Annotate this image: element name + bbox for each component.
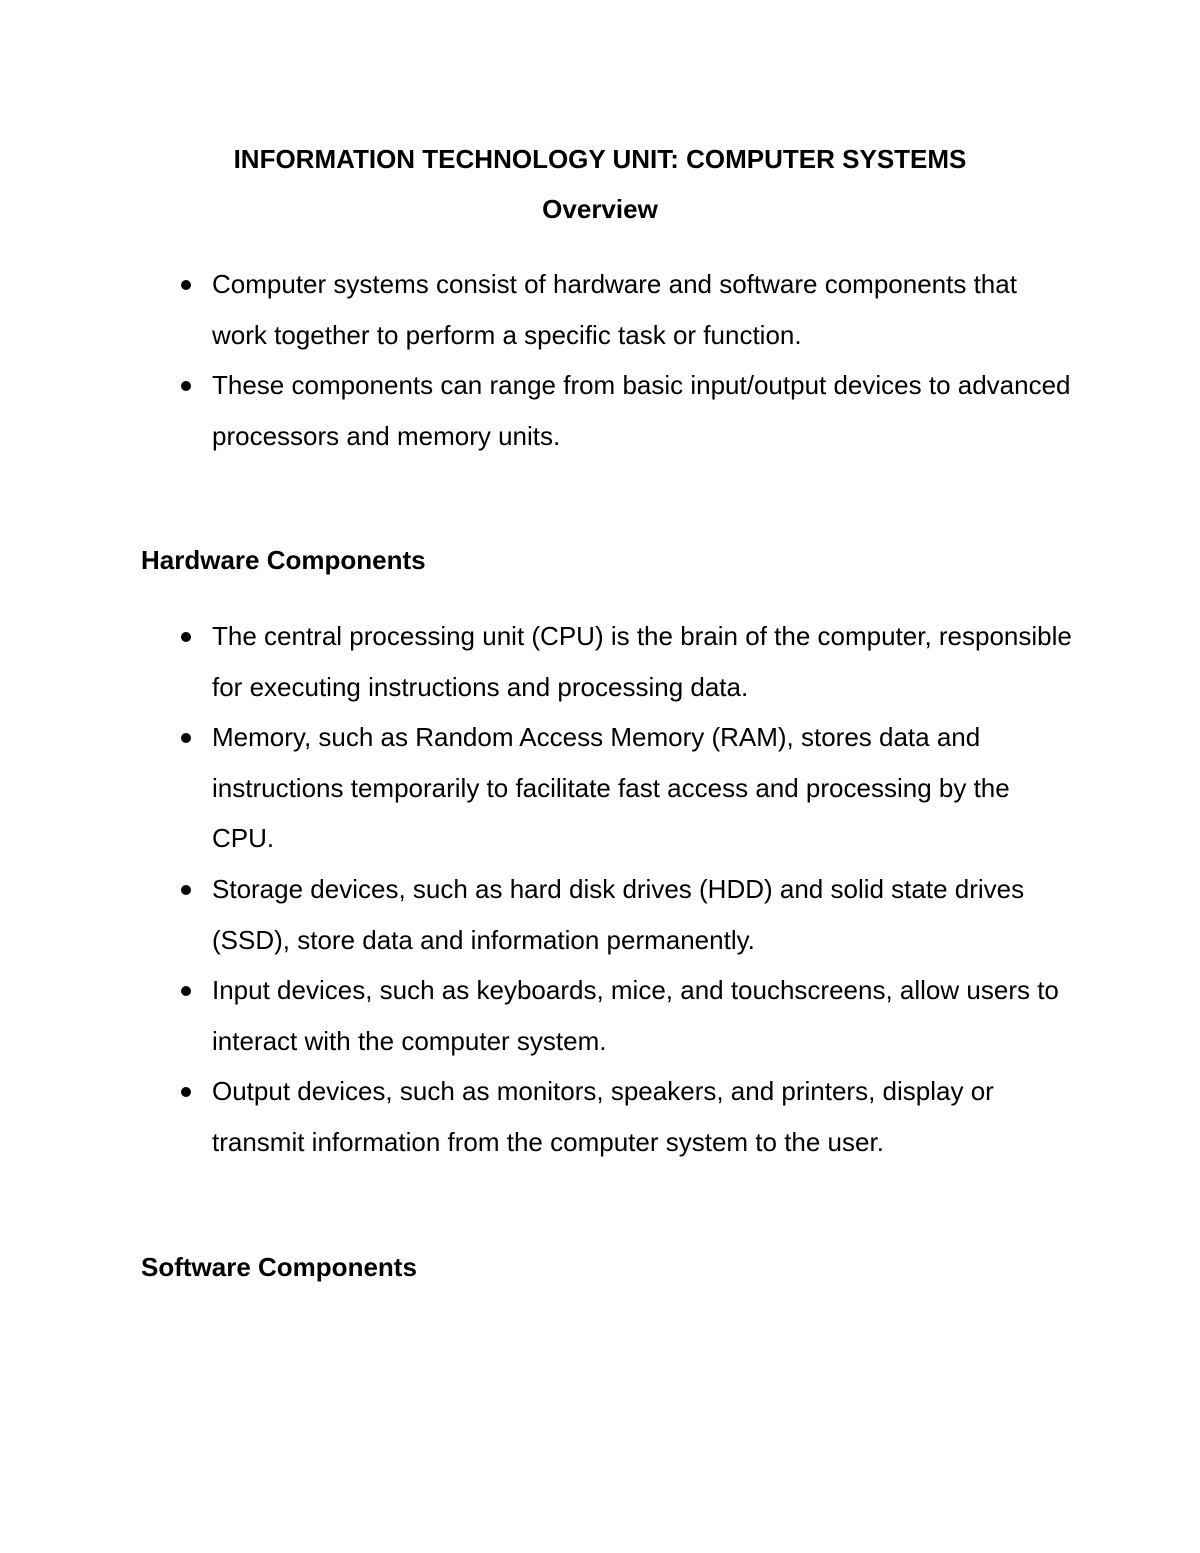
list-item [0, 712, 1072, 864]
bullet-dot-icon [181, 381, 191, 391]
overview-list [0, 259, 1200, 461]
list-item-text: Input devices, such as keyboards, mice, and touchscreens, allow users to interact with the computer system. [212, 975, 1059, 1056]
list-item [0, 360, 1072, 461]
list-item-text: Output devices, such as monitors, speakers, and printers, display or transmit information from the computer system to the user. [212, 1076, 994, 1157]
document-title: INFORMATION TECHNOLOGY UNIT: COMPUTER SYSTEMS [233, 144, 967, 174]
list-item [0, 611, 1072, 712]
list-item [0, 259, 1072, 360]
list-item-text: Computer systems consist of hardware and software components that work together to perform a specific task or function. [212, 269, 1017, 350]
hardware-heading: Hardware Components [141, 545, 426, 575]
bullet-dot-icon [181, 632, 191, 642]
bullet-dot-icon [181, 280, 191, 290]
bullet-dot-icon [181, 885, 191, 895]
software-heading: Software Components [141, 1252, 417, 1282]
bullet-dot-icon [181, 733, 191, 743]
hardware-list [0, 611, 1200, 1168]
list-item-text: Memory, such as Random Access Memory (RAM), stores data and instructions temporarily to facilitate fast access and processing by the CPU. [212, 722, 1010, 854]
bullet-dot-icon [181, 986, 191, 996]
list-item [0, 965, 1072, 1066]
list-item-text: Storage devices, such as hard disk drives (HDD) and solid state drives (SSD), store data and information permanently. [212, 873, 1025, 955]
list-item [0, 1066, 1072, 1167]
list-item-text: The central processing unit (CPU) is the brain of the computer, responsible for executing instructions and processing data. [212, 621, 1072, 702]
bullet-dot-icon [181, 1087, 191, 1097]
overview-heading: Overview [542, 194, 658, 224]
list-item [0, 864, 1072, 965]
list-item-text: These components can range from basic input/output devices to advanced processors and memory units. [212, 370, 1071, 451]
